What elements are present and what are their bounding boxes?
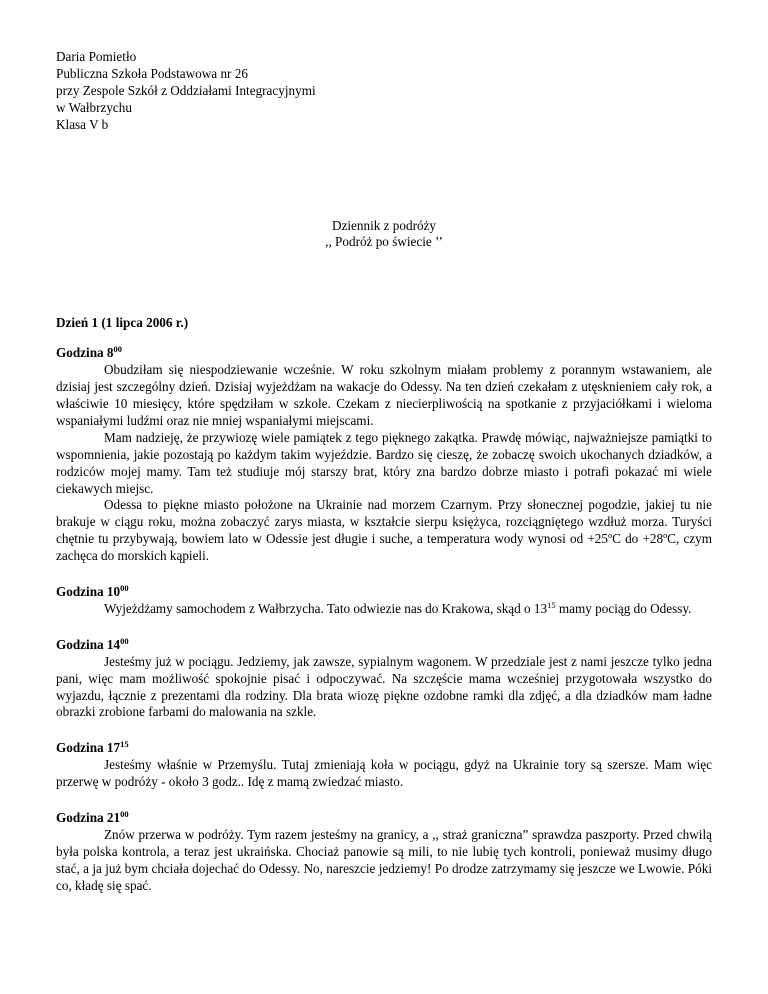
school-city: w Wałbrzychu xyxy=(56,99,132,115)
diary-entry xyxy=(56,584,712,618)
diary-entry xyxy=(56,740,712,791)
class-name: Klasa V b xyxy=(56,116,109,132)
entry-time-heading xyxy=(56,637,712,654)
document-page xyxy=(56,49,712,914)
diary-entries xyxy=(56,345,712,894)
author-header xyxy=(56,49,712,134)
document-title xyxy=(56,218,712,252)
entry-time-heading xyxy=(56,345,712,362)
entry-paragraph: Obudziłam się niespodziewanie wcześnie. W roku szkolnym miałam problemy z porannym wstawaniem, ale dzisiaj jest szczególny dzień. Dzisiaj wyjeżdżam na wakacje do Odessy. Na ten dzień czekałam z utęsknieniem cały rok, a właściwie 10 miesięcy, które spędziłam w szkole. Czekam z niecierpliwością na spotkanie z przyjaciółkami i wieloma wspaniałymi ludźmi oraz nie mniej wspaniałymi miejscami. xyxy=(56,362,712,428)
school-name: Publiczna Szkoła Podstawowa nr 26 xyxy=(56,65,248,81)
entry-time-minutes: 00 xyxy=(120,583,129,594)
entry-time-minutes: 00 xyxy=(113,344,123,355)
entry-time-label: Godzina 10 xyxy=(56,584,121,600)
entry-time-label: Godzina 8 xyxy=(56,345,114,361)
school-complex: przy Zespole Szkół z Oddziałami Integracyjnymi xyxy=(56,82,316,98)
diary-entry xyxy=(56,810,712,895)
entry-text-after-time: mamy pociąg do Odessy. xyxy=(555,600,692,616)
entry-paragraph: Znów przerwa w podróży. Tym razem jesteśmy na granicy, a ,, straż graniczna” sprawdza paszporty. Przed chwilą była polska kontrola, a teraz jest ukraińska. Chociaż panowie są mili, to nie lubię tych kontroli, ponieważ musimy długo stać, a ja już bym chciała dojechać do Odessy. No, nareszcie jedziemy! Po drodze zatrzymamy się jeszcze we Lwowie. Póki co, kładę się spać. xyxy=(56,827,712,893)
entry-time-label: Godzina 21 xyxy=(56,810,121,826)
entry-time-minutes: 00 xyxy=(120,635,129,646)
entry-paragraph: Jesteśmy już w pociągu. Jedziemy, jak zawsze, sypialnym wagonem. W przedziale jest z nami jeszcze tylko jedna pani, więc mam możliwość spokojnie pisać i odpoczywać. Na szczęście mama wcześniej przygotowała wszystko do wyjazdu, łącznie z prezentami dla rodziny. Dla brata wiozę piękne ozdobne ramki dla zdjęć, a dla dziadków mam ładne obrazki zrobione farbami do malowania na szkle. xyxy=(56,653,712,720)
entry-time-heading xyxy=(56,584,712,601)
entry-time-minutes: 15 xyxy=(120,739,129,750)
entry-paragraph: Mam nadzieję, że przywiozę wiele pamiątek z tego pięknego zakątka. Prawdę mówiąc, najważniejsze pamiątki to wspomnienia, jakie pozostają po każdym takim wyjeździe. Bardzo się cieszę, że zobaczę swoich ukochanych dziadków, a rodziców mojej mamy. Tam też studiuje mój starszy brat, który zna bardzo dobrze miasto i potrafi pokazać mi wiele ciekawych miejsc. xyxy=(56,429,712,496)
diary-entry xyxy=(56,345,712,565)
entry-time-minutes: 00 xyxy=(120,809,129,820)
entry-paragraph xyxy=(56,601,712,618)
entry-paragraph: Odessa to piękne miasto położone na Ukrainie nad morzem Czarnym. Przy słonecznej pogodzie, jakiej tu nie brakuje w ciągu roku, można zobaczyć zarys miasta, w kształcie sierpu księżyca, rozciągniętego wzdłuż morza. Turyści chętnie tu przybywają, bowiem lato w Odessie jest długie i suche, a temperatura wody wynosi od +25ºC do +28ºC, czym zachęca do morskich kąpieli. xyxy=(56,497,712,564)
entry-text-before-time: Wyjeżdżamy samochodem z Wałbrzycha. Tato odwiezie nas do Krakowa, skąd o 13 xyxy=(104,600,548,616)
entry-time-heading xyxy=(56,810,712,827)
diary-entry xyxy=(56,637,712,722)
day-heading: Dzień 1 (1 lipca 2006 r.) xyxy=(56,315,189,331)
title-line-2: ,, Podróż po świecie ’’ xyxy=(325,234,443,250)
inline-time-minutes: 15 xyxy=(547,599,556,610)
entry-paragraph: Jesteśmy właśnie w Przemyślu. Tutaj zmieniają koła w pociągu, gdyż na Ukrainie tory są szersze. Mam więc przerwę w podróży - około 3 godz.. Idę z mamą zwiedzać miasto. xyxy=(56,757,712,790)
entry-time-label: Godzina 14 xyxy=(56,636,121,652)
entry-time-heading xyxy=(56,740,712,757)
entry-time-label: Godzina 17 xyxy=(56,740,121,756)
title-line-1: Dziennik z podróży xyxy=(332,217,436,233)
author-name: Daria Pomietło xyxy=(56,49,137,64)
